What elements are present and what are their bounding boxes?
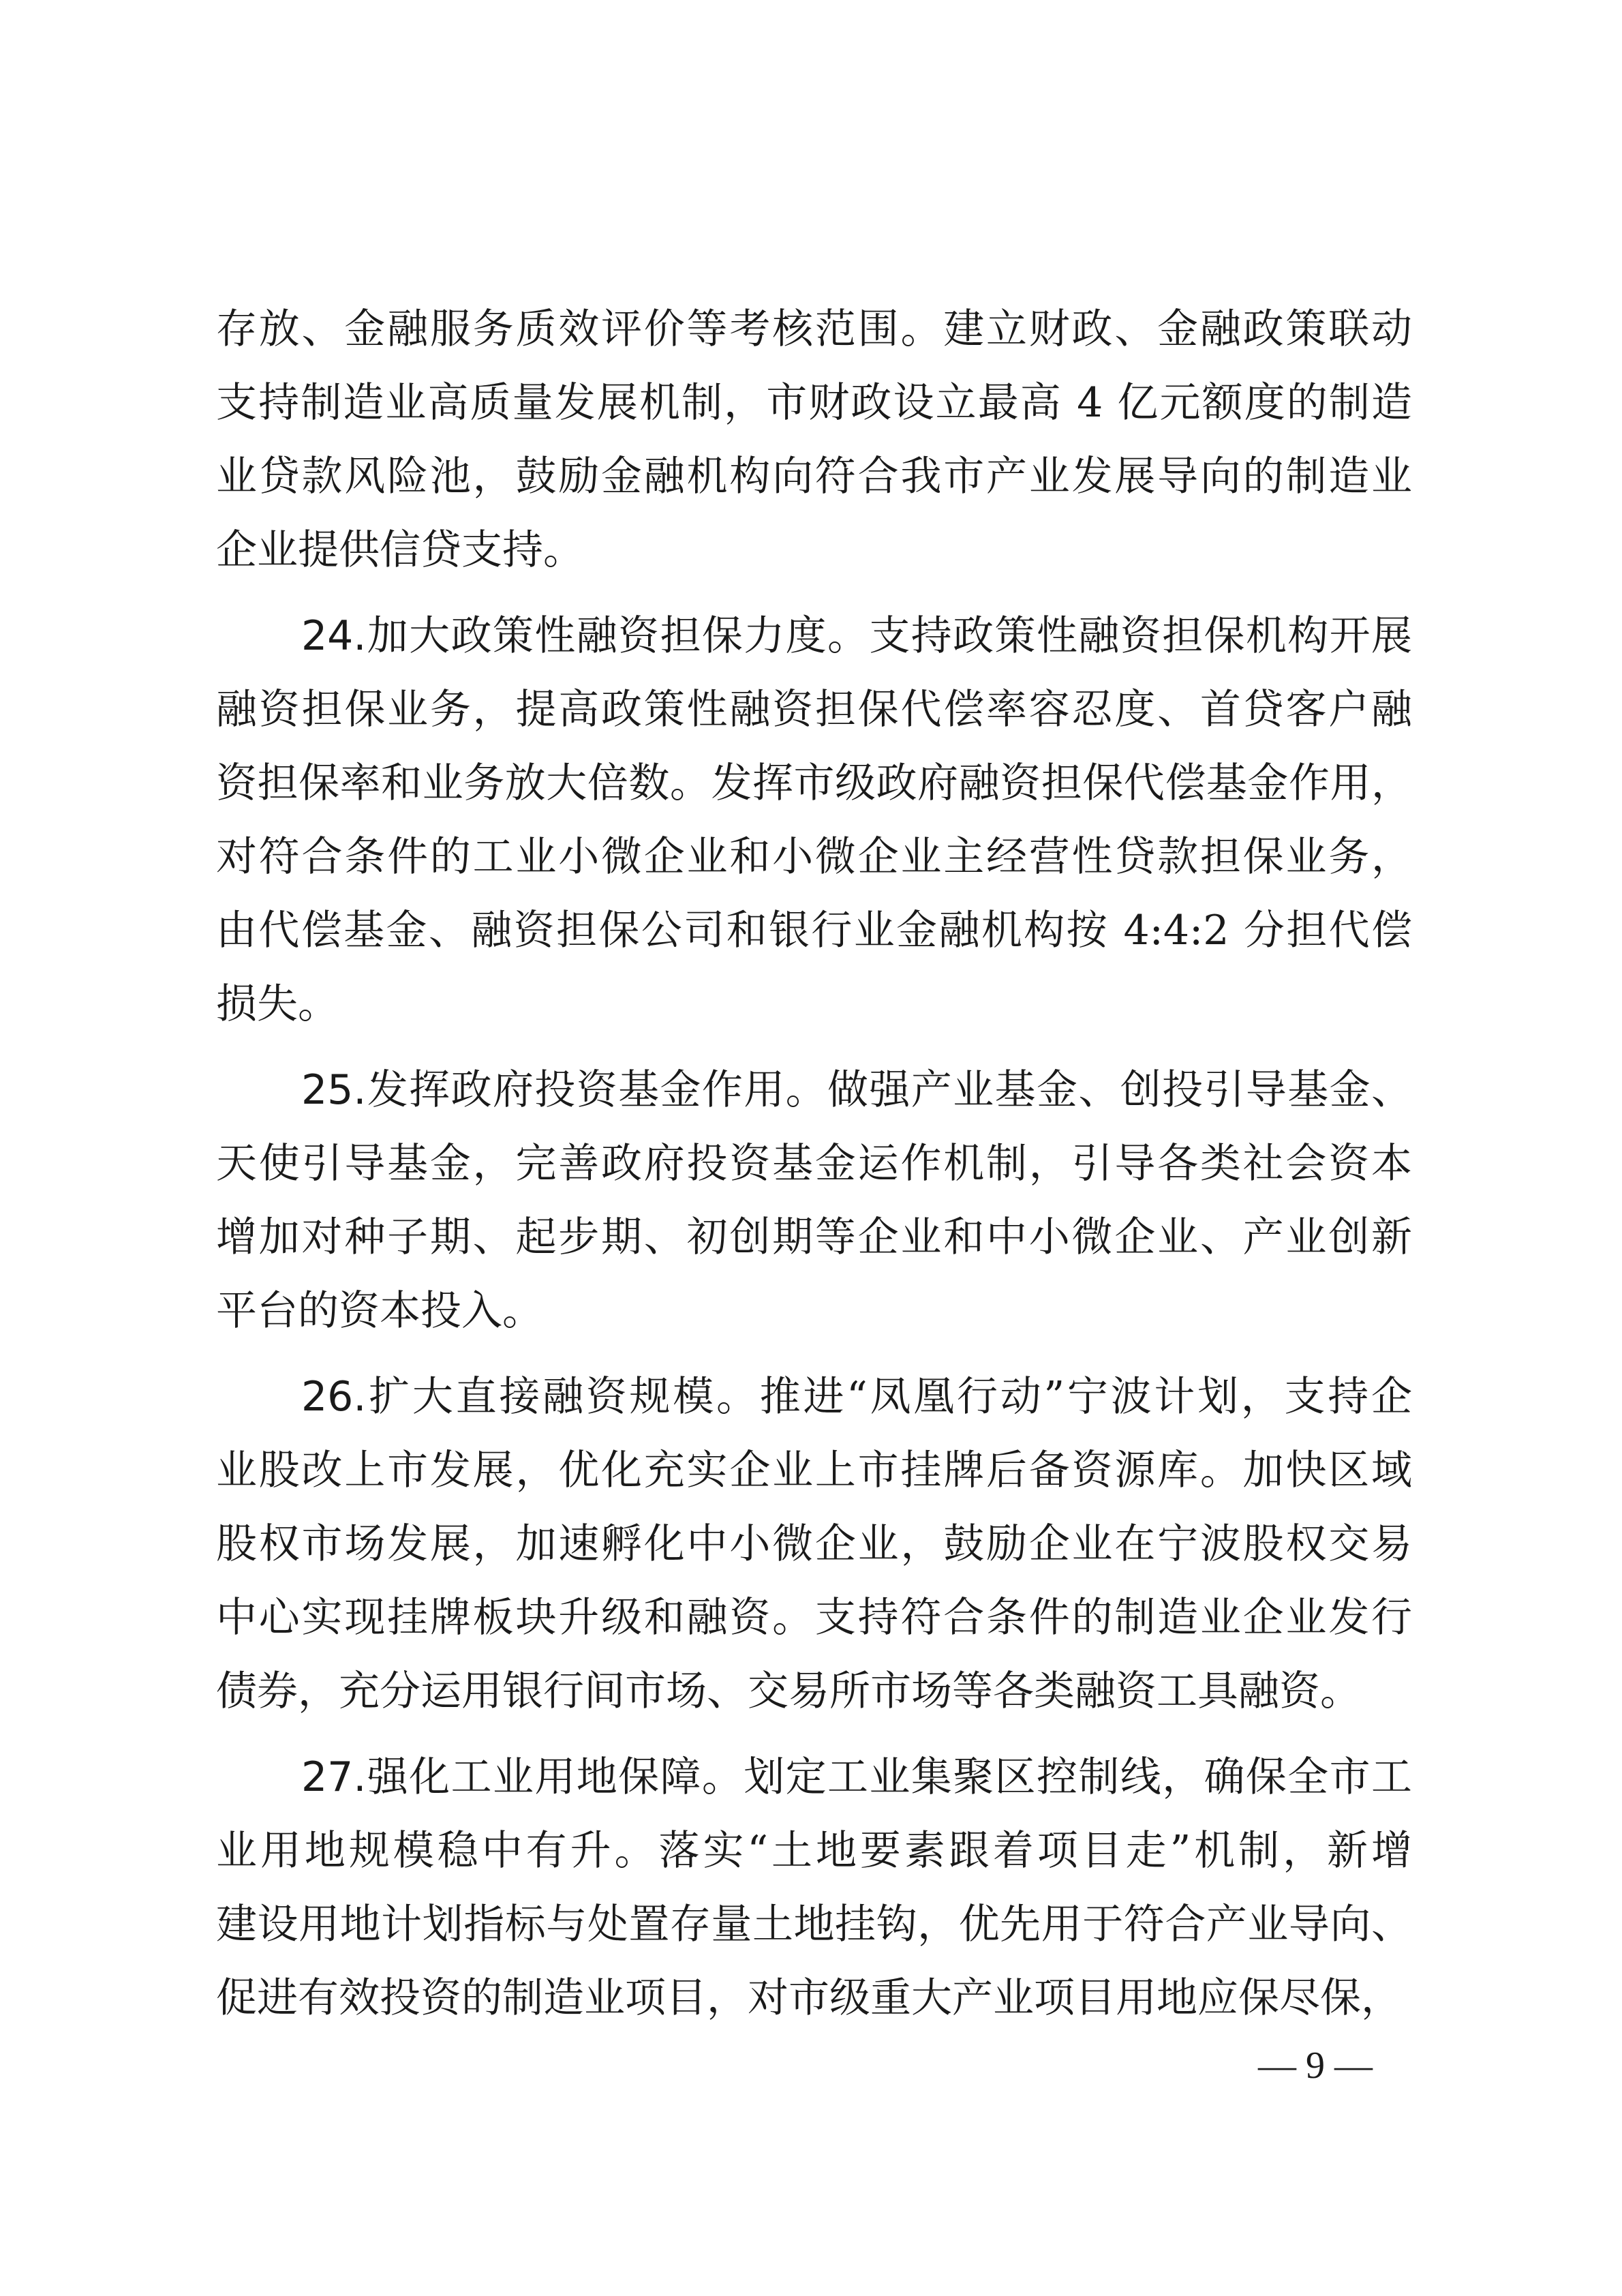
paragraph-line: 增加对种子期、起步期、初创期等企业和中小微企业、产业创新 [216, 1213, 1412, 1261]
paragraph-line: 存放、金融服务质效评价等考核范围。建立财政、金融政策联动 [216, 305, 1412, 353]
page-number: — 9 — [1258, 2044, 1373, 2087]
item-27-text: 划定工业集聚区控制线，确保全市工 [744, 1753, 1413, 1801]
paragraph-line: 促进有效投资的制造业项目，对市级重大产业项目用地应保尽保， [216, 1974, 1402, 2022]
paragraph-line: 平台的资本投入。 [216, 1287, 543, 1335]
paragraph-line: 融资担保业务，提高政策性融资担保代偿率容忍度、首贷客户融 [216, 686, 1412, 734]
paragraph-line: 债券，充分运用银行间市场、交易所市场等各类融资工具融资。 [216, 1667, 1361, 1715]
paragraph-line: 企业提供信贷支持。 [216, 526, 584, 574]
paragraph-line: 业用地规模稳中有升。落实“土地要素跟着项目走”机制，新增 [216, 1827, 1412, 1875]
item-26-heading: 26.扩大直接融资规模。 [301, 1373, 760, 1421]
paragraph-line: 支持制造业高质量发展机制，市财政设立最高 4 亿元额度的制造 [216, 379, 1412, 427]
paragraph-line: 对符合条件的工业小微企业和小微企业主经营性贷款担保业务， [216, 833, 1412, 881]
item-24-text: 支持政策性融资担保机构开展 [869, 612, 1413, 660]
item-26-first-line [216, 1359, 1412, 1434]
paragraph-line: 由代偿基金、融资担保公司和银行业金融机构按 4:4:2 分担代偿 [216, 907, 1412, 954]
paragraph-line: 业贷款风险池，鼓励金融机构向符合我市产业发展导向的制造业 [216, 453, 1412, 500]
paragraph-line: 资担保率和业务放大倍数。发挥市级政府融资担保代偿基金作用， [216, 759, 1412, 807]
paragraph-line: 建设用地计划指标与处置存量土地挂钩，优先用于符合产业导向、 [216, 1901, 1412, 1948]
paragraph-line: 股权市场发展，加速孵化中小微企业，鼓励企业在宁波股权交易 [216, 1520, 1412, 1568]
paragraph-line: 业股改上市发展，优化充实企业上市挂牌后备资源库。加快区域 [216, 1447, 1412, 1494]
paragraph-line: 天使引导基金，完善政府投资基金运作机制，引导各类社会资本 [216, 1140, 1412, 1188]
item-26-text: 推进“凤凰行动”宁波计划，支持企 [759, 1373, 1412, 1421]
item-24-first-line [216, 599, 1412, 674]
item-25-heading: 25.发挥政府投资基金作用。 [301, 1066, 828, 1114]
item-25-first-line [216, 1053, 1412, 1128]
item-25-text: 做强产业基金、创投引导基金、 [827, 1066, 1413, 1114]
paragraph-line: 中心实现挂牌板块升级和融资。支持符合条件的制造业企业发行 [216, 1594, 1412, 1642]
item-27-heading: 27.强化工业用地保障。 [301, 1753, 744, 1801]
item-24-heading: 24.加大政策性融资担保力度。 [301, 612, 870, 660]
item-27-first-line [216, 1740, 1412, 1815]
paragraph-line: 损失。 [216, 980, 339, 1028]
